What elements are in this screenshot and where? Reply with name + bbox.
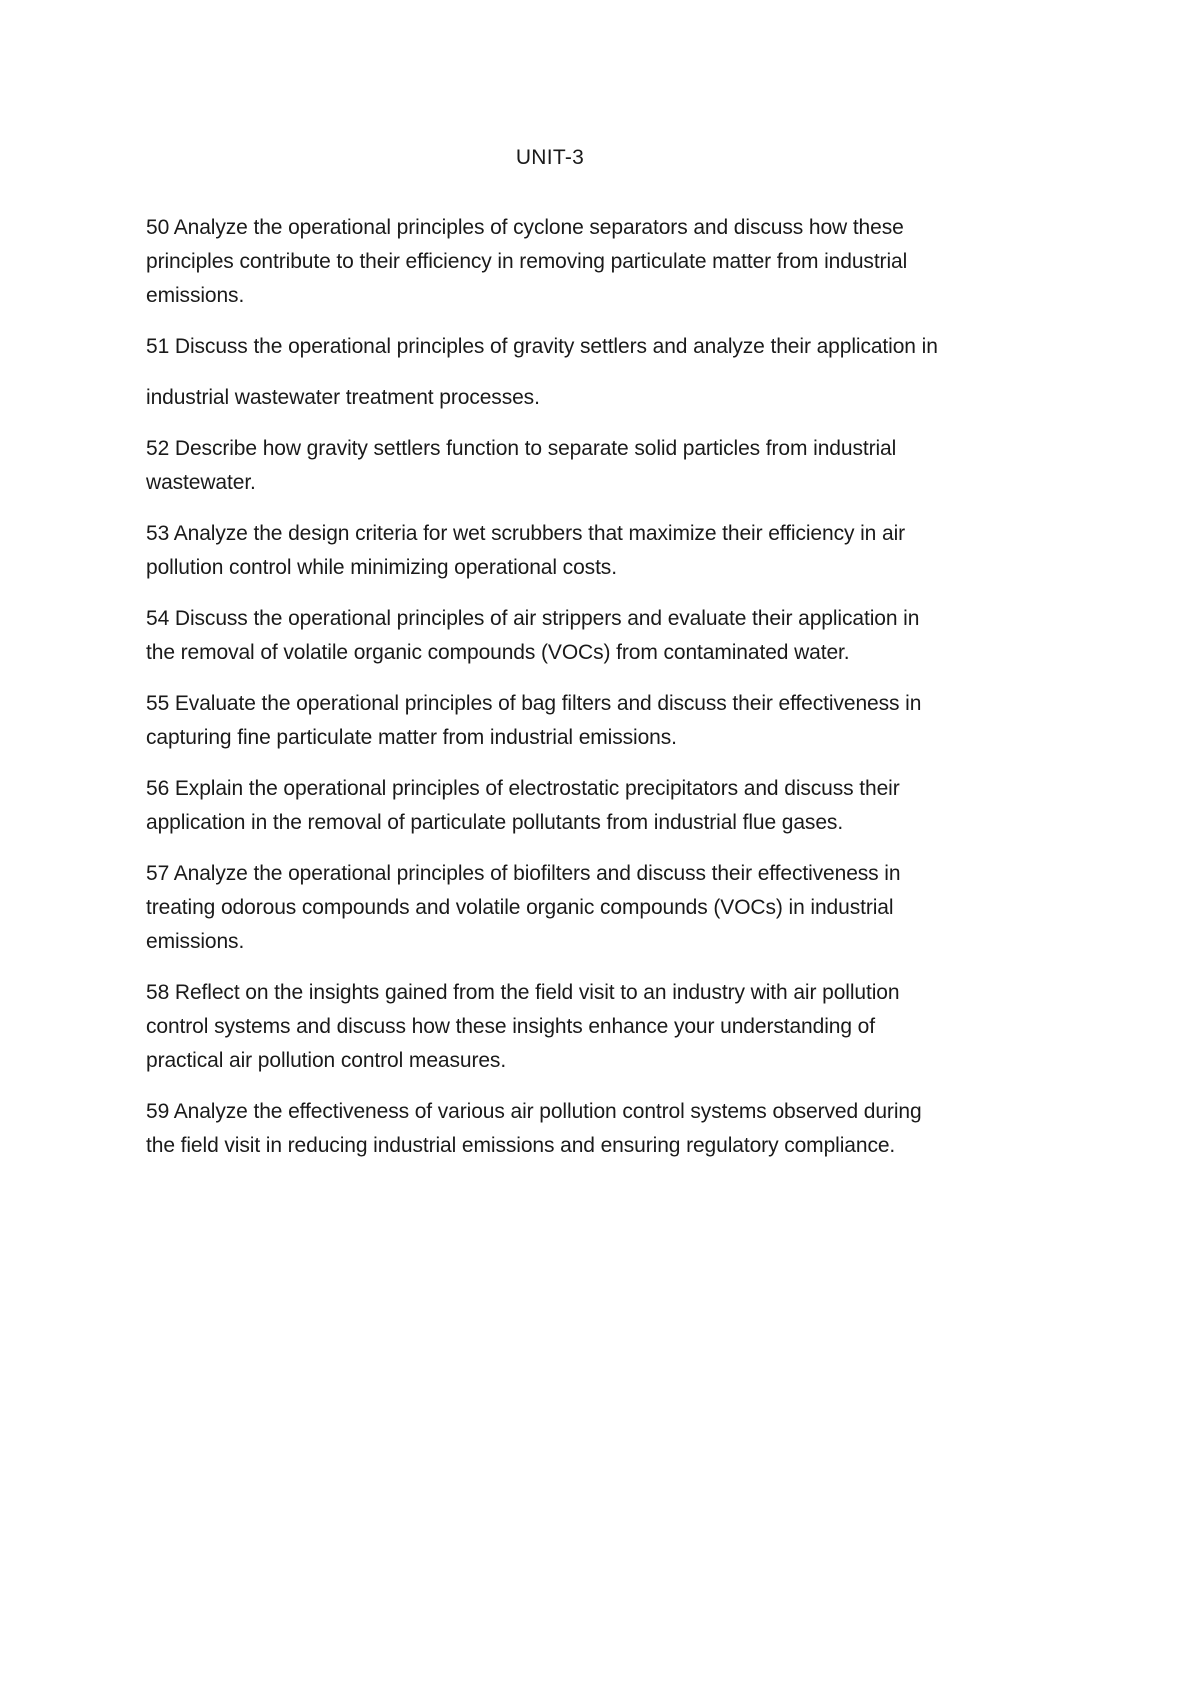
question-line: emissions. — [146, 284, 245, 307]
question-line: control systems and discuss how these insights enhance your understanding of — [146, 1015, 875, 1038]
question-52 — [146, 432, 1046, 500]
question-line: treating odorous compounds and volatile organic compounds (VOCs) in industrial — [146, 896, 894, 919]
question-line: 53 Analyze the design criteria for wet scrubbers that maximize their efficiency in air — [146, 522, 906, 545]
question-line: emissions. — [146, 930, 245, 953]
question-line: application in the removal of particulate pollutants from industrial flue gases. — [146, 811, 844, 834]
question-line: 59 Analyze the effectiveness of various air pollution control systems observed during — [146, 1100, 922, 1123]
question-53 — [146, 517, 1046, 585]
question-line: 58 Reflect on the insights gained from the field visit to an industry with air pollution — [146, 981, 900, 1004]
question-line: the removal of volatile organic compounds (VOCs) from contaminated water. — [146, 641, 850, 664]
unit-title: UNIT-3 — [515, 146, 585, 169]
question-line: principles contribute to their efficiency in removing particulate matter from industrial — [146, 250, 908, 273]
question-50 — [146, 211, 1046, 313]
question-line: 57 Analyze the operational principles of biofilters and discuss their effectiveness in — [146, 862, 901, 885]
question-line: 54 Discuss the operational principles of air strippers and evaluate their application in — [146, 607, 920, 630]
question-list — [146, 211, 1046, 1180]
question-line: 52 Describe how gravity settlers function to separate solid particles from industrial — [146, 437, 897, 460]
question-line: practical air pollution control measures. — [146, 1049, 507, 1072]
question-57 — [146, 857, 1046, 959]
question-line: 50 Analyze the operational principles of cyclone separators and discuss how these — [146, 216, 904, 239]
question-line: pollution control while minimizing operational costs. — [146, 556, 617, 579]
question-line: the field visit in reducing industrial emissions and ensuring regulatory compliance. — [146, 1134, 896, 1157]
question-56 — [146, 772, 1046, 840]
question-line: industrial wastewater treatment processes. — [146, 386, 540, 409]
question-line: 51 Discuss the operational principles of gravity settlers and analyze their application in — [146, 335, 938, 358]
question-line: 56 Explain the operational principles of electrostatic precipitators and discuss their — [146, 777, 900, 800]
question-line: capturing fine particulate matter from industrial emissions. — [146, 726, 677, 749]
question-58 — [146, 976, 1046, 1078]
question-55 — [146, 687, 1046, 755]
question-51 — [146, 330, 1046, 415]
question-59 — [146, 1095, 1046, 1163]
question-line: 55 Evaluate the operational principles of bag filters and discuss their effectiveness in — [146, 692, 922, 715]
question-line: wastewater. — [146, 471, 256, 494]
question-54 — [146, 602, 1046, 670]
